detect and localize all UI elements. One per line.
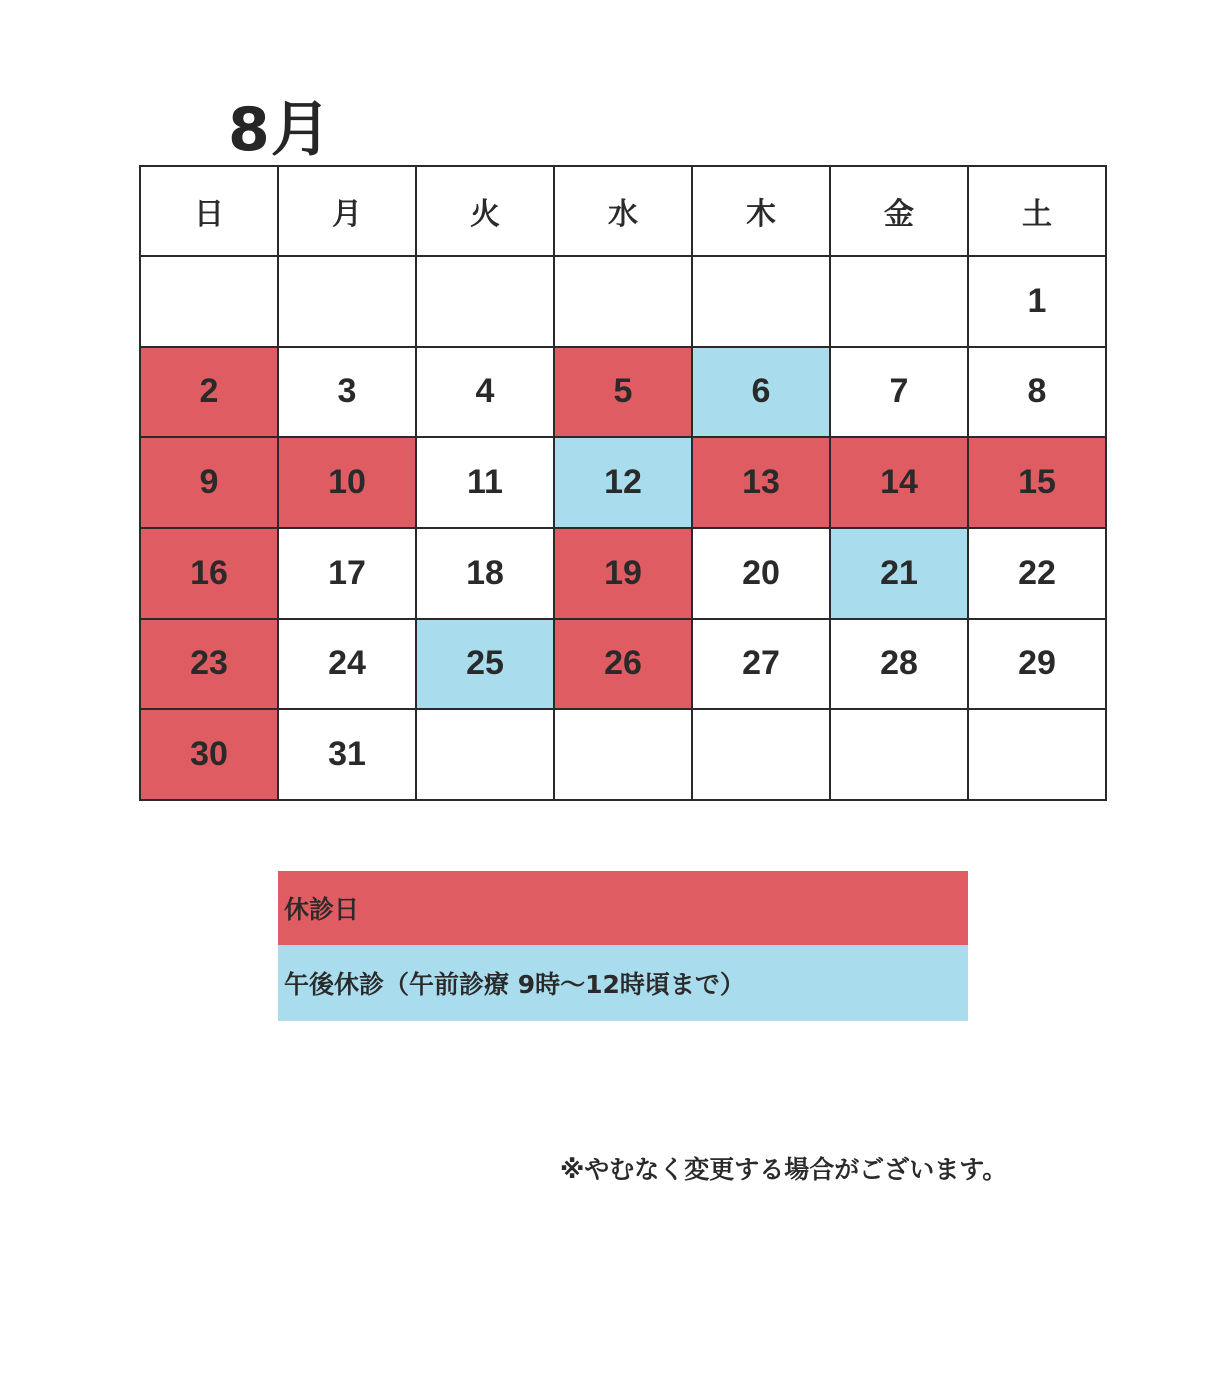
calendar-day-cell: 3 — [278, 347, 416, 438]
weekday-fri: 金 — [830, 166, 968, 256]
legend-closed-label: 休診日 — [284, 895, 360, 924]
legend-afternoon-closed — [278, 945, 968, 1021]
calendar-week-row — [140, 528, 1106, 619]
calendar-empty-cell — [140, 256, 278, 347]
weekday-wed: 水 — [554, 166, 692, 256]
calendar-day-cell: 15 — [968, 437, 1106, 528]
weekday-sat: 土 — [968, 166, 1106, 256]
calendar-day-cell: 17 — [278, 528, 416, 619]
weekday-header-row — [140, 166, 1106, 256]
calendar-day-cell: 21 — [830, 528, 968, 619]
calendar-day-cell: 26 — [554, 619, 692, 710]
calendar-day-cell: 1 — [968, 256, 1106, 347]
month-title: 8月 — [228, 95, 332, 165]
calendar-day-cell: 5 — [554, 347, 692, 438]
legend-closed-day — [278, 871, 968, 945]
calendar-day-cell: 6 — [692, 347, 830, 438]
calendar-body — [140, 256, 1106, 800]
calendar-week-row — [140, 347, 1106, 438]
calendar-day-cell: 27 — [692, 619, 830, 710]
calendar-day-cell: 18 — [416, 528, 554, 619]
calendar-empty-cell — [692, 709, 830, 800]
calendar-week-row — [140, 256, 1106, 347]
calendar-day-cell: 30 — [140, 709, 278, 800]
calendar-week-row — [140, 619, 1106, 710]
weekday-mon: 月 — [278, 166, 416, 256]
calendar-week-row — [140, 437, 1106, 528]
calendar-day-cell: 2 — [140, 347, 278, 438]
calendar-empty-cell — [692, 256, 830, 347]
calendar-empty-cell — [554, 256, 692, 347]
calendar-day-cell: 25 — [416, 619, 554, 710]
calendar-empty-cell — [968, 709, 1106, 800]
calendar-empty-cell — [278, 256, 416, 347]
calendar-day-cell: 9 — [140, 437, 278, 528]
calendar-week-row — [140, 709, 1106, 800]
calendar-day-cell: 23 — [140, 619, 278, 710]
change-notice: ※やむなく変更する場合がございます。 — [560, 1155, 1008, 1184]
calendar-day-cell: 8 — [968, 347, 1106, 438]
calendar-empty-cell — [554, 709, 692, 800]
calendar-day-cell: 7 — [830, 347, 968, 438]
calendar-day-cell: 24 — [278, 619, 416, 710]
calendar-day-cell: 13 — [692, 437, 830, 528]
calendar-day-cell: 16 — [140, 528, 278, 619]
calendar-day-cell: 19 — [554, 528, 692, 619]
weekday-sun: 日 — [140, 166, 278, 256]
calendar-day-cell: 4 — [416, 347, 554, 438]
calendar-day-cell: 29 — [968, 619, 1106, 710]
calendar-day-cell: 11 — [416, 437, 554, 528]
calendar-day-cell: 14 — [830, 437, 968, 528]
calendar-empty-cell — [830, 709, 968, 800]
calendar-day-cell: 12 — [554, 437, 692, 528]
legend-afternoon-label: 午後休診（午前診療 9時～12時頃まで） — [284, 970, 745, 999]
calendar-day-cell: 10 — [278, 437, 416, 528]
calendar-empty-cell — [830, 256, 968, 347]
calendar-day-cell: 31 — [278, 709, 416, 800]
calendar-day-cell: 22 — [968, 528, 1106, 619]
calendar-day-cell: 28 — [830, 619, 968, 710]
calendar-table — [139, 165, 1107, 801]
calendar-empty-cell — [416, 256, 554, 347]
weekday-thu: 木 — [692, 166, 830, 256]
calendar-empty-cell — [416, 709, 554, 800]
weekday-tue: 火 — [416, 166, 554, 256]
calendar-day-cell: 20 — [692, 528, 830, 619]
